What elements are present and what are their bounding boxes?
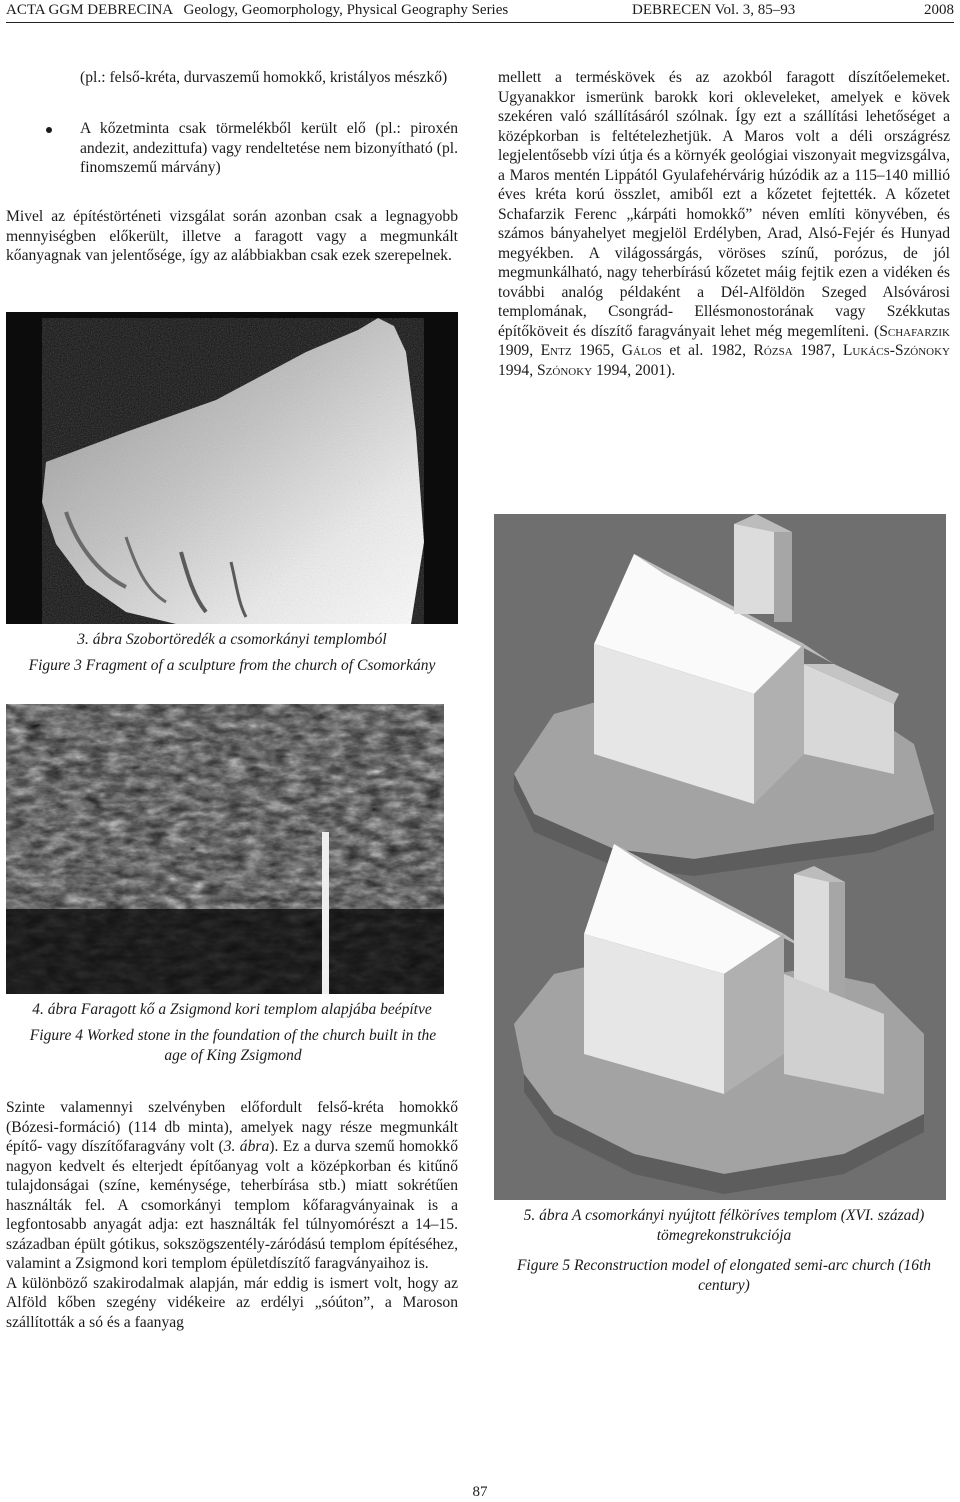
citation-year: 1987, <box>792 342 843 359</box>
text-run: Szinte valamennyi szelvényben előfordult felső-kréta homokkő (Bózesi-formáció) (114 db minta), amelyek nagy része megmunkált építő- vagy díszítőfaragvány volt ( <box>6 1099 458 1155</box>
figure-5-caption-en: Figure 5 Reconstruction model of elongated semi-arc church (16th century) <box>516 1257 932 1294</box>
figure-5-render <box>494 514 946 1200</box>
citation-year: 1909, <box>498 342 541 359</box>
bullet-marker <box>46 127 52 133</box>
citation-author: Lukács-Szónoky <box>842 342 951 359</box>
figure-3-photo <box>6 312 458 624</box>
text-run: ). Ez a durva szemű homokkő nagyon kedvelt és elterjedt építőanyag volt a középkorban és kitűnő tulajdonságai (színe, keménysége, teherbírása stb.) miatt sokrétűen használták fel. A csomorkányi templom kőfaragványainak is a legfontosabb anyagát adja: ezt használták fel túlnyomórészt a 14–15. században épült gótikus, sokszögszentély-záródású templom építéséhez, valamint a Zsigmond kori templom épületdíszítő faragványaihoz is. <box>6 1138 458 1272</box>
journal-year: 2008 <box>924 2 954 18</box>
citation-year: et al. 1982, <box>661 342 754 359</box>
citation-year: 1965, <box>571 342 622 359</box>
journal-volume: DEBRECEN Vol. 3, 85–93 <box>632 2 796 18</box>
text-run: mellett a terméskövek és az azokból faragott díszítőelemeket. Ugyanakkor ismerünk barokk kori okleveleket, amelyek e kövek szekéren való szállításáról szólnak. Így ezt a szállítási lehetőséget a középkorban is feltételezhetjük. <box>498 69 950 145</box>
bullet-2-text: A kőzetminta csak törmelékből került elő (pl.: piroxén andezit, andezittufa) vagy rendeltetése nem bizonyítható (pl. finomszemű márvány) <box>80 120 458 176</box>
text-run: A világossárgás, vöröses színű, porózus, de jól megmunkálható, nagy teherbírású kőzetet máig fejtik ezen a vidéken és további analóg példaként a Dél-Alföldön Szeged Alsóvárosi templomának, Csongrád- Ellésmonostorának vagy Székkutas építőköveit és díszítő faragványait lehet még megemlíteni. ( <box>498 244 950 340</box>
bullet-1-text: (pl.: felső-kréta, durvaszemű homokkő, kristályos mészkő) <box>80 69 448 86</box>
paragraph-text <box>6 1098 458 1274</box>
citation-author: Entz <box>540 342 572 359</box>
page-number: 87 <box>472 1484 488 1500</box>
citation-year: 1994, <box>498 361 537 379</box>
right-paragraph-1 <box>498 68 950 380</box>
figure-5-caption-hu: 5. ábra A csomorkányi nyújtott félköríves templom (XVI. század) tömegrekonstrukciója <box>523 1207 925 1244</box>
citation-author: Schafarzik <box>879 322 950 340</box>
figure-4-caption-hu: 4. ábra Faragott kő a Zsigmond kori templom alapjába beépítve <box>32 1001 432 1018</box>
figure-reference: 3. ábra <box>223 1138 270 1155</box>
figure-4-caption-en: Figure 4 Worked stone in the foundation of the church built in the age of King Zsigmond <box>29 1027 437 1064</box>
bullet-item-1-continued <box>80 68 458 88</box>
header-rule <box>6 22 954 23</box>
paragraph-text: A különböző szakirodalmak alapján, már eddig is ismert volt, hogy az Alföld kőben szegény vidékeire az erdélyi „sóúton”, a Maroson szállították a só és a faanyag <box>6 1274 458 1331</box>
figure-3-caption-en: Figure 3 Fragment of a sculpture from the church of Csomorkány <box>28 657 436 674</box>
running-header <box>6 0 954 22</box>
paragraph-text: Mivel az építéstörténeti vizsgálat során azonban csak a legnagyobb mennyiségben előkerült, illetve a faragott vagy a megmunkált kőanyagnak van jelentősége, így az alábbiakban csak ezek szerepelnek. <box>6 208 458 264</box>
bullet-item-2 <box>80 119 458 178</box>
citation-year: 1994, 2001). <box>592 361 676 379</box>
citation-author: Szónoky <box>536 361 593 379</box>
paragraph-text <box>498 68 950 380</box>
figure-4-photo <box>6 704 444 994</box>
citation-author: Rózsa <box>753 342 793 359</box>
text-run: A kőzetet Schafarzik Ferenc „kárpáti homokkő” néven említi könyvében, és számos bányahelyet megjelöl Erdélyben, Arad, Alsó-Fejér és Hunyad megyékben. <box>498 186 950 262</box>
text-run: A Maros volt a déli országrész legjelentősebb vízi útja és a környék geológiai viszonyait megvizsgálva, a Maros mentén Lippától Gyulafehérvárig húzódik az a 115–140 millió éves kréta korú összlet, amiből ezt a kőzetet fejtették. <box>498 127 950 203</box>
journal-title: ACTA GGM DEBRECINA Geology, Geomorphology, Physical Geography Series <box>6 2 509 18</box>
left-paragraph-2 <box>6 1098 458 1332</box>
figure-3-caption-hu: 3. ábra Szobortöredék a csomorkányi templomból <box>77 631 387 648</box>
left-paragraph-1 <box>6 207 458 266</box>
citation-author: Gálos <box>621 342 662 359</box>
